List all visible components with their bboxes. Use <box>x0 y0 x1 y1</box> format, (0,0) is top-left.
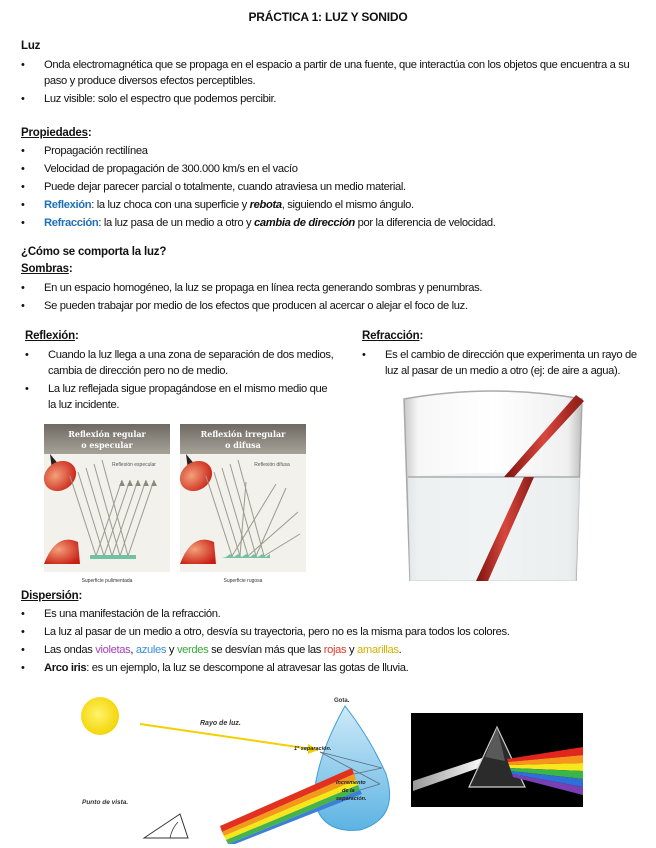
subheading-sombras: Sombras: <box>21 263 73 275</box>
reflexion-term: Reflexión <box>44 199 92 211</box>
list-item: • Es el cambio de dirección que experimenta un rayo de luz al pasar de un medio a otro (ej: de aire a agua). <box>362 347 646 379</box>
word-verdes: verdes <box>176 644 209 656</box>
reflexion-irregular-title: Reflexión irregular <box>200 429 286 439</box>
incremento-label-1: Incremento <box>336 780 366 786</box>
reflexion-text: : la luz choca con una superficie y <box>91 199 250 211</box>
list-item: • Luz visible: solo el espectro que podemos percibir. <box>21 91 631 107</box>
refraccion-emphasis: cambia de dirección <box>254 217 355 229</box>
dispersion-list <box>21 606 651 676</box>
sombras-label: Sombras <box>21 263 69 275</box>
list-item: • Es una manifestación de la refracción. <box>21 606 651 622</box>
arcoiris-text: : es un ejemplo, la luz se descompone al atravesar las gotas de lluvia. <box>86 662 409 674</box>
list-item: • Velocidad de propagación de 300.000 km/s en el vacío <box>21 161 631 177</box>
surface-rough-caption: Superficie rugosa <box>223 578 263 584</box>
refraccion-text: : la luz pasa de un medio a otro y <box>98 217 254 229</box>
propiedades-list <box>21 143 631 231</box>
punto-label: Punto de vista. <box>82 799 129 806</box>
list-item: • Onda electromagnética que se propaga en el espacio a partir de una fuente, que interactúa con los objetos que encuentra a su paso y produce diversos efectos perceptibles. <box>21 57 631 89</box>
list-item-colors <box>21 642 651 658</box>
surface-polished-caption: Superficie pulimentada <box>81 578 133 584</box>
incremento-label-3: separación. <box>336 796 367 802</box>
colors-text-mid: se desvían más que las <box>208 644 324 656</box>
section-heading-luz: Luz <box>21 40 41 52</box>
section-heading-dispersion: Dispersión: <box>21 590 83 602</box>
sombras-list <box>21 280 631 314</box>
list-item: • Cuando la luz llega a una zona de separación de dos medios, cambia de dirección pero no de medio. <box>25 347 335 379</box>
list-item-reflexion <box>21 197 631 213</box>
luz-list <box>21 57 631 107</box>
rayo-label: Rayo de luz. <box>200 720 241 727</box>
word-violetas: violetas <box>95 644 131 656</box>
incremento-label-2: de la <box>342 788 355 794</box>
refraccion-heading-label: Refracción <box>362 330 420 342</box>
separator: , <box>130 644 136 656</box>
sun-icon <box>81 697 119 735</box>
reflexion-regular-title: Reflexión regular <box>68 429 146 439</box>
separator: y <box>166 644 177 656</box>
propiedades-label: Propiedades <box>21 127 88 139</box>
reflexion-figure <box>44 424 322 586</box>
reflexion-difusa-caption: Reflexión difusa <box>254 462 290 468</box>
subheading-refraccion: Refracción: <box>362 330 424 342</box>
polished-surface <box>90 555 136 559</box>
gota-label: Gota. <box>334 698 350 704</box>
reflexion-heading-label: Reflexión <box>25 330 75 342</box>
separacion-label: 1° separación. <box>294 746 332 752</box>
reflexion-irregular-subtitle: o difusa <box>225 440 261 450</box>
section-heading-propiedades: Propiedades: <box>21 127 92 139</box>
separator: y <box>346 644 358 656</box>
reflexion-regular-subtitle: o especular <box>81 440 133 450</box>
refraccion-text-end: por la diferencia de velocidad. <box>354 217 496 229</box>
list-item-arcoiris <box>21 660 651 676</box>
dispersion-label: Dispersión <box>21 590 79 602</box>
list-item: • Puede dejar parecer parcial o totalmente, cuando atraviesa un medio material. <box>21 179 631 195</box>
list-item: • Propagación rectilínea <box>21 143 631 159</box>
refraccion-term: Refracción <box>44 217 99 229</box>
list-item-refraccion <box>21 215 631 231</box>
prism-image <box>411 713 583 807</box>
arcoiris-term: Arco iris <box>44 662 87 674</box>
refraccion-glass-image <box>400 385 586 581</box>
word-rojas: rojas <box>323 644 347 656</box>
page-title: PRÁCTICA 1: LUZ Y SONIDO <box>248 10 408 24</box>
word-amarillas: amarillas <box>357 644 399 656</box>
raindrop-diagram <box>70 688 400 844</box>
subheading-reflexion: Reflexión: <box>25 330 79 342</box>
section-heading-comportamiento: ¿Cómo se comporta la luz? <box>21 246 167 258</box>
reflexion-text-end: , siguiendo el mismo ángulo. <box>281 199 414 211</box>
reflexion-especular-caption: Reflexión especular <box>112 462 156 468</box>
list-item: • En un espacio homogéneo, la luz se propaga en línea recta generando sombras y penumbras. <box>21 280 631 296</box>
viewpoint-angle-icon <box>144 814 188 838</box>
reflexion-list <box>25 347 335 413</box>
colors-text: Las ondas <box>44 644 96 656</box>
list-item: • La luz reflejada sigue propagándose en el mismo medio que la luz incidente. <box>25 381 335 413</box>
light-ray <box>140 724 318 750</box>
reflexion-emphasis: rebota <box>249 199 282 211</box>
list-item: • Se pueden trabajar por medio de los efectos que producen al acercar o alejar el foco de luz. <box>21 298 631 314</box>
word-azules: azules <box>135 644 167 656</box>
list-item: • La luz al pasar de un medio a otro, desvía su trayectoria, pero no es la misma para todos los colores. <box>21 624 651 640</box>
refraccion-list <box>362 347 646 379</box>
colors-text-end: . <box>398 644 402 656</box>
